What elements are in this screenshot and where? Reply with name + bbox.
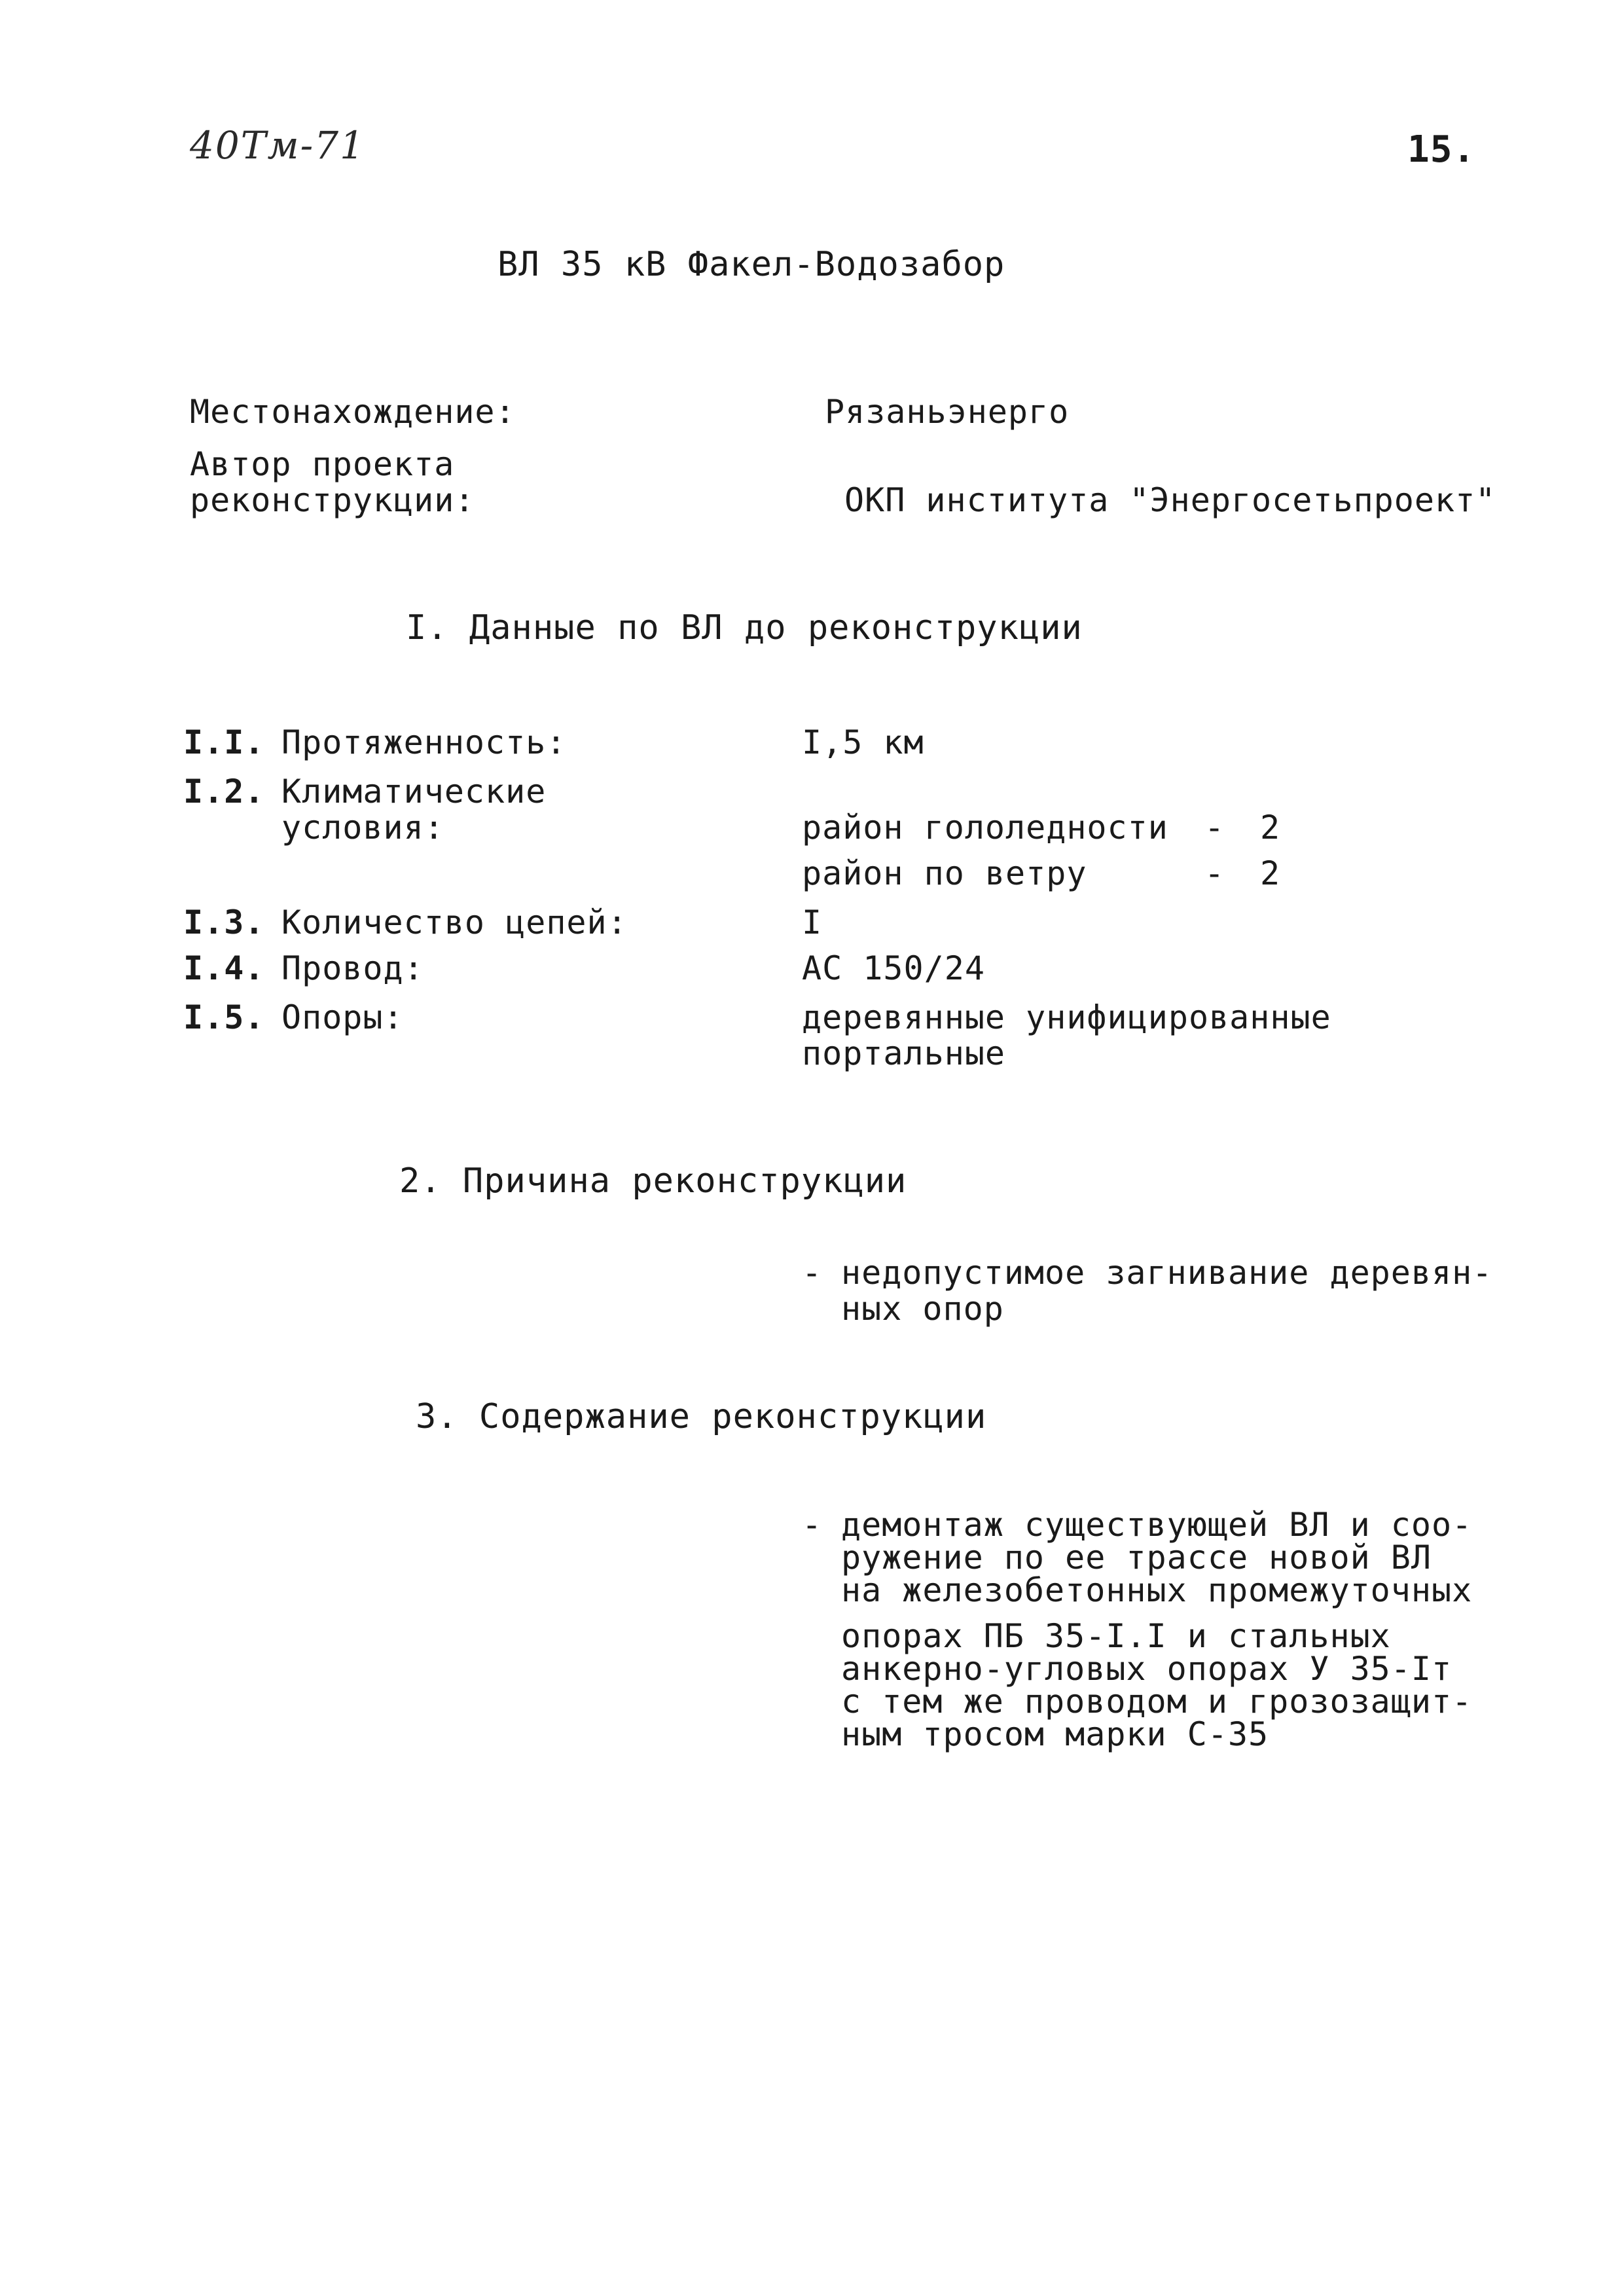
section3-line: ным тросом марки С-35 <box>841 1715 1269 1753</box>
item-1-4-num: I.4. <box>183 949 265 987</box>
item-1-5-num: I.5. <box>183 998 265 1036</box>
page-number: 15. <box>1407 128 1476 171</box>
handwritten-code: 40Тм-71 <box>190 123 365 168</box>
section3-line: ружение по ее трассе новой ВЛ <box>841 1539 1432 1576</box>
section3-line: анкерно-угловых опорах У 35-Iт <box>841 1650 1453 1688</box>
item-1-3-num: I.3. <box>183 903 265 941</box>
section3-line: на железобетонных промежуточных <box>841 1571 1473 1609</box>
item-1-2-value-line1-dash: - <box>1204 809 1225 847</box>
section3-line: демонтаж существующей ВЛ и соо- <box>841 1506 1473 1544</box>
section3-line: опорах ПБ 35-I.I и стальных <box>841 1617 1391 1655</box>
item-1-2-value-line1: район гололедности <box>802 809 1168 847</box>
item-1-2-value-line2: район по ветру <box>802 854 1087 892</box>
section2-line2: ных опор <box>841 1290 1004 1328</box>
item-1-2-value-line2-dash: - <box>1204 854 1225 892</box>
item-1-4-value: АС 150/24 <box>802 949 985 987</box>
item-1-5-value-line1: деревянные унифицированные <box>802 998 1331 1036</box>
section3-dash: - <box>802 1506 823 1544</box>
item-1-5-value-line2: портальные <box>802 1034 1006 1072</box>
item-1-1-label: Протяженность: <box>281 723 567 761</box>
item-1-2-value-line1-num: 2 <box>1260 809 1281 847</box>
author-label-line2: реконструкции: <box>190 481 475 519</box>
item-1-4-label: Провод: <box>281 949 424 987</box>
item-1-5-label: Опоры: <box>281 998 404 1036</box>
author-value: ОКП института "Энергосетьпроект" <box>844 481 1496 519</box>
item-1-2-label-line2: условия: <box>281 809 444 847</box>
item-1-2-value-line2-num: 2 <box>1260 854 1281 892</box>
item-1-1-num: I.I. <box>183 723 265 761</box>
author-label-line1: Автор проекта <box>190 445 455 483</box>
item-1-3-value: I <box>802 903 823 941</box>
item-1-2-num: I.2. <box>183 773 265 811</box>
location-label: Местонахождение: <box>190 393 516 431</box>
section1-heading: I. Данные по ВЛ до реконструкции <box>406 608 1083 647</box>
item-1-2-label-line1: Климатические <box>281 773 547 811</box>
item-1-1-value: I,5 км <box>802 723 924 761</box>
section3-heading: 3. Содержание реконструкции <box>416 1397 987 1436</box>
document-title: ВЛ 35 кВ Факел-Водозабор <box>497 245 1005 284</box>
section2-heading: 2. Причина реконструкции <box>399 1161 907 1201</box>
location-value: Рязаньэнерго <box>825 393 1070 431</box>
section2-line1: недопустимое загнивание деревян- <box>841 1254 1493 1292</box>
section2-dash: - <box>802 1254 823 1292</box>
section3-line: с тем же проводом и грозозащит- <box>841 1683 1473 1721</box>
item-1-3-label: Количество цепей: <box>281 903 628 941</box>
